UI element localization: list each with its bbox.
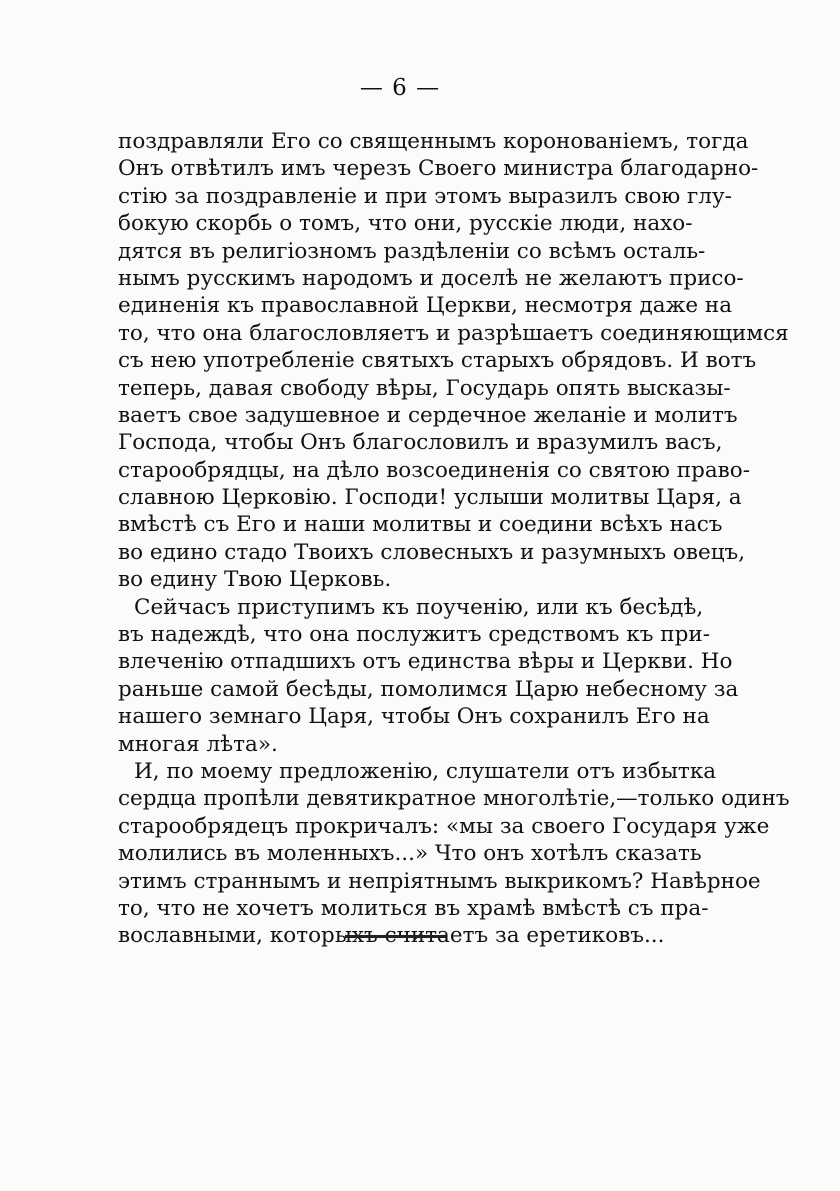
text-line: нымъ русскимъ народомъ и доселѣ не желаютъ присо-	[118, 265, 744, 291]
text-line: во едино стадо Твоихъ словесныхъ и разумныхъ овецъ,	[118, 539, 746, 565]
text-line: раньше самой бесѣды, помолимся Царю небесному за	[118, 676, 739, 702]
text-line: то, что она благословляетъ и разрѣшаетъ соединяющимся	[118, 320, 789, 346]
text-line: славною Церковію. Господи! услыши молитвы Царя, а	[118, 485, 742, 511]
text-line: Онъ отвѣтилъ имъ черезъ Своего министра благодарно-	[118, 156, 759, 182]
text-line: то, что не хочетъ молиться въ храмѣ вмѣстѣ съ пра-	[118, 895, 709, 921]
text-line: стію за поздравленіе и при этомъ выразилъ свою глу-	[118, 183, 732, 209]
text-line: съ нею употребленіе святыхъ старыхъ обрядовъ. И вотъ	[118, 348, 757, 374]
text-line: единенія къ православной Церкви, несмотря даже на	[118, 293, 733, 319]
text-line: нашего земнаго Царя, чтобы Онъ сохранилъ Его на	[118, 704, 710, 730]
text-line: Сейчасъ приступимъ къ поученію, или къ бесѣдѣ,	[134, 594, 704, 620]
text-line: многая лѣта».	[118, 731, 278, 757]
text-line: теперь, давая свободу вѣры, Государь опять высказы-	[118, 375, 731, 401]
text-line: вославными, которыхъ считаетъ за еретиковъ...	[118, 923, 665, 949]
text-line: поздравляли Его со священнымъ коронованіемъ, тогда	[118, 129, 749, 154]
text-line: ваетъ свое задушевное и сердечное желаніе и молитъ	[118, 402, 738, 428]
text-line: этимъ страннымъ и непріятнымъ выкрикомъ? Навѣрное	[118, 868, 761, 894]
section-end-rule	[345, 935, 446, 938]
text-line: влеченію отпадшихъ отъ единства вѣры и Церкви. Но	[118, 649, 733, 675]
paragraph	[118, 594, 739, 758]
text-line: И, по моему предложенію, слушатели отъ избытка	[134, 758, 717, 784]
text-line: вмѣстѣ съ Его и наши молитвы и соедини всѣхъ насъ	[118, 512, 723, 538]
text-line: старообрядецъ прокричалъ: «мы за своего Государя уже	[118, 813, 770, 839]
text-line: старообрядцы, на дѣло возсоединенія со святою право-	[118, 457, 750, 483]
page-text	[118, 128, 790, 950]
paragraph	[118, 758, 790, 950]
text-line: въ надеждѣ, что она послужитъ средствомъ къ при-	[118, 622, 710, 648]
text-line: бокую скорбь о томъ, что они, русскіе люди, нахо-	[118, 211, 693, 237]
paragraph	[118, 128, 789, 594]
text-line: Господа, чтобы Онъ благословилъ и вразумилъ васъ,	[118, 430, 723, 456]
text-line: сердца пропѣли девятикратное многолѣтіе,—только одинъ	[118, 786, 790, 812]
text-line: молились въ моленныхъ...» Что онъ хотѣлъ сказать	[118, 841, 702, 867]
page-number: — 6 —	[359, 75, 441, 101]
text-line: во едину Твою Церковь.	[118, 567, 392, 593]
text-line: дятся въ религіозномъ раздѣленіи со всѣмъ осталь-	[118, 238, 706, 264]
